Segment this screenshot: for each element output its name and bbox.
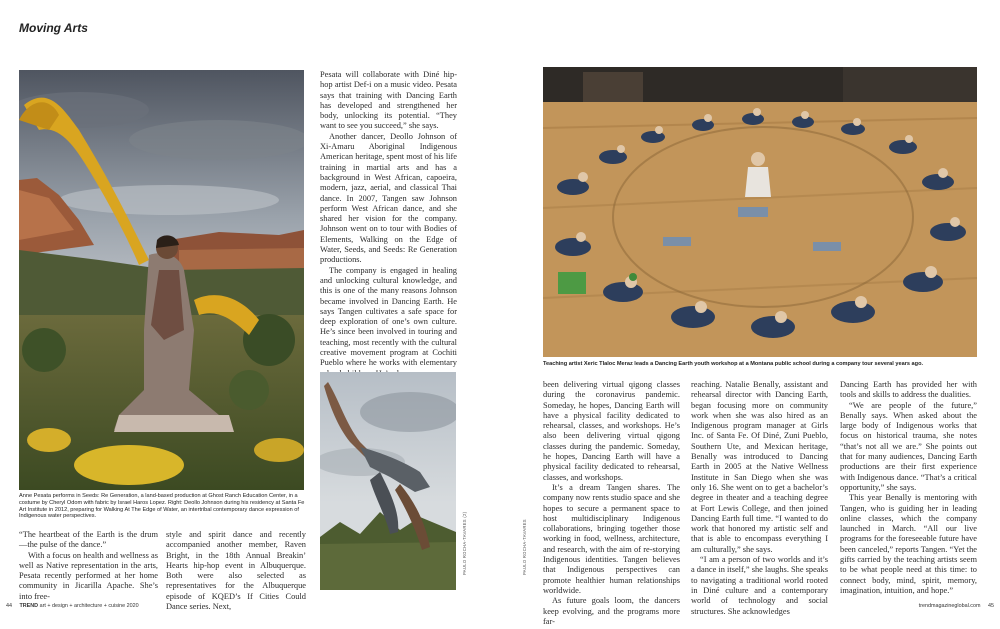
- dancer-photo-left: [19, 70, 304, 490]
- paragraph: With a focus on health and wellness as well as Native representation in the arts, Pesata recently performed at her home community in Jicarilla Apache. She’s into free-: [19, 550, 158, 601]
- workshop-photo: [543, 67, 977, 357]
- paragraph: reaching. Natalie Benally, assistant and rehearsal director with Dancing Earth, began focusing more on community work when she was also hired as an Indigenous program manager at Girls Inc. of Santa Fe. Of Diné, Zuni Pueblo, Southern Ute, and Mexican heritage, Benally was introduced to Dancing Earth in 2005 at the Native Wellness Institute in San Diego when she was only 16. She went on to get a bachelor’s degree in theater and a teaching degree at Fort Lewis College, and then joined Dancing Earth full time. “I wanted to do work that honored my artistic self and that is able to encompass everything I am culturally,” she says.: [691, 380, 828, 554]
- paragraph: “We are people of the future,” Benally says. When asked about the large body of Indigenous works that focus on historical trauma, she notes “that’s not all we are.” She points out that for many audiences, Dancing Earth productions are their first experience with Indigenous dance. “That’s a critical opportunity,” she says.: [840, 400, 977, 492]
- paragraph: style and spirit dance and recently accompanied another member, Raven Bright, in the 18th Annual Breakin’ Hearts hip-hop event in Albuquerque. Both were also selected as representatives for the Albuquerque episode of KQED’s If Cities Could Dance series. Next,: [166, 530, 306, 612]
- page-number-left: 44: [6, 603, 12, 609]
- section-title: Moving Arts: [19, 21, 88, 35]
- paragraph: been delivering virtual qigong classes during the coronavirus pandemic. Someday, he hopes, Dancing Earth will have a physical facility dedicated to rehearsal, classes, and workshops. He’s also been delivering virtual qigong classes during the pandemic. Someday, he hopes, Dancing Earth will have a physical facility dedicated to rehearsal, classes, and workshops.: [543, 380, 680, 482]
- page-number-right: 45: [988, 603, 994, 609]
- dancer-landscape-image: [19, 70, 304, 490]
- column-right-3: [840, 380, 977, 596]
- aerial-dancer-photo: [320, 372, 456, 590]
- workshop-gym-image: [543, 67, 977, 357]
- paragraph: The company is engaged in healing and unlocking cultural knowledge, and this is one of the many reasons Johnson became involved in Dancing Earth. He says Tangen cultivates a safe space for deep exploration of one’s own culture. He’s since been involved in touring and teaching, most recently with the cultural creative movement program at Cochiti Pueblo where he works with elementary: [320, 265, 457, 368]
- brand-tagline: art + design + architecture + cuisine 2020: [39, 603, 139, 609]
- photo-credit-vertical-2: PAULO ROCHA-TAVARES: [522, 519, 527, 575]
- caption-left: Anne Pesata performs in Seeds: Re Generation, a land-based production at Ghost Ranch Education Center, in a costume by Cheryl Odom with fabric by Israel Haros Lopez. Right: Deollo Johnson during his residency at Santa Fe Art Institute in 2012, preparing for Walking At The Edge of Water, an intertribal contemporary dance expression of Indigenous water perspectives.: [19, 493, 305, 520]
- paragraph: Dancing Earth has provided her with tools and skills to address the dualities.: [840, 380, 977, 400]
- caption-right: Teaching artist Xeric Tlaloc Meraz leads a Dancing Earth youth workshop at a Montana public school during a company tour several years ago.: [543, 361, 924, 367]
- column-right-1: [543, 380, 680, 627]
- column-bottom-2: [166, 530, 306, 612]
- paragraph: This year Benally is mentoring with Tangen, who is guiding her in leading online classes, which the company launched in March. “All our live programs for the foreseeable future have been canceled,” reports Tangen. “Yet the gifts carried by the teaching artists seem to be what people need at this time: to connect body, mind, spirit, memory, imagination, intuition, and hope.”: [840, 493, 977, 595]
- brand-name: TREND: [19, 603, 39, 609]
- website-link[interactable]: trendmagazineglobal.com: [918, 603, 981, 609]
- paragraph: As future goals loom, the dancers keep evolving, and the programs more far-: [543, 596, 680, 626]
- photo-credit-vertical-1: PAULO ROCHA-TAVARES (2): [462, 511, 467, 575]
- pull-quote: “The heartbeat of the Earth is the drum—the pulse of the dance.”: [19, 530, 158, 550]
- footer-left: [6, 603, 139, 609]
- paragraph: It’s a dream Tangen shares. The company now rents studio space and she hopes to secure a permanent space to host multidisciplinary Indigenous collaborations, bringing together those working in food, wellness, architecture, and research, with the aim of re-storying Indigenous identities. Tangen believes that Indigenous perspectives can promote healthier human relationships worldwide.: [543, 482, 680, 595]
- paragraph: Another dancer, Deollo Johnson of Xi-Amaru Aboriginal Indigenous American heritage, spent most of his life training in martial arts and has a background in West African, capoeira, modern, jazz, aerial, and classical Thai dance. In 2007, Tangen saw Johnson perform West African dance, and she shared her vision for the company. Johnson went on to tour with Bodies of Elements, Walking on the Edge of Water, Seeds, and Seeds: Re Generation productions.: [320, 131, 457, 265]
- footer-right: [919, 603, 994, 609]
- paragraph: Pesata will collaborate with Diné hip-hop artist Def-i on a music video. Pesata says that training with Dancing Earth has developed and strengthened her body, unlocking its potential. “They want to see you succeed,” she says.: [320, 70, 457, 131]
- aerial-dancer-image: [320, 372, 456, 590]
- column-right-2: [691, 380, 828, 617]
- column-middle-top: [320, 70, 457, 379]
- column-bottom-1: [19, 530, 158, 602]
- paragraph: “I am a person of two worlds and it’s a dance in itself,” she laughs. She speaks to navigating a traditional world rooted in Diné culture and a contemporary world of technology and social structures. She acknowledges: [691, 555, 828, 616]
